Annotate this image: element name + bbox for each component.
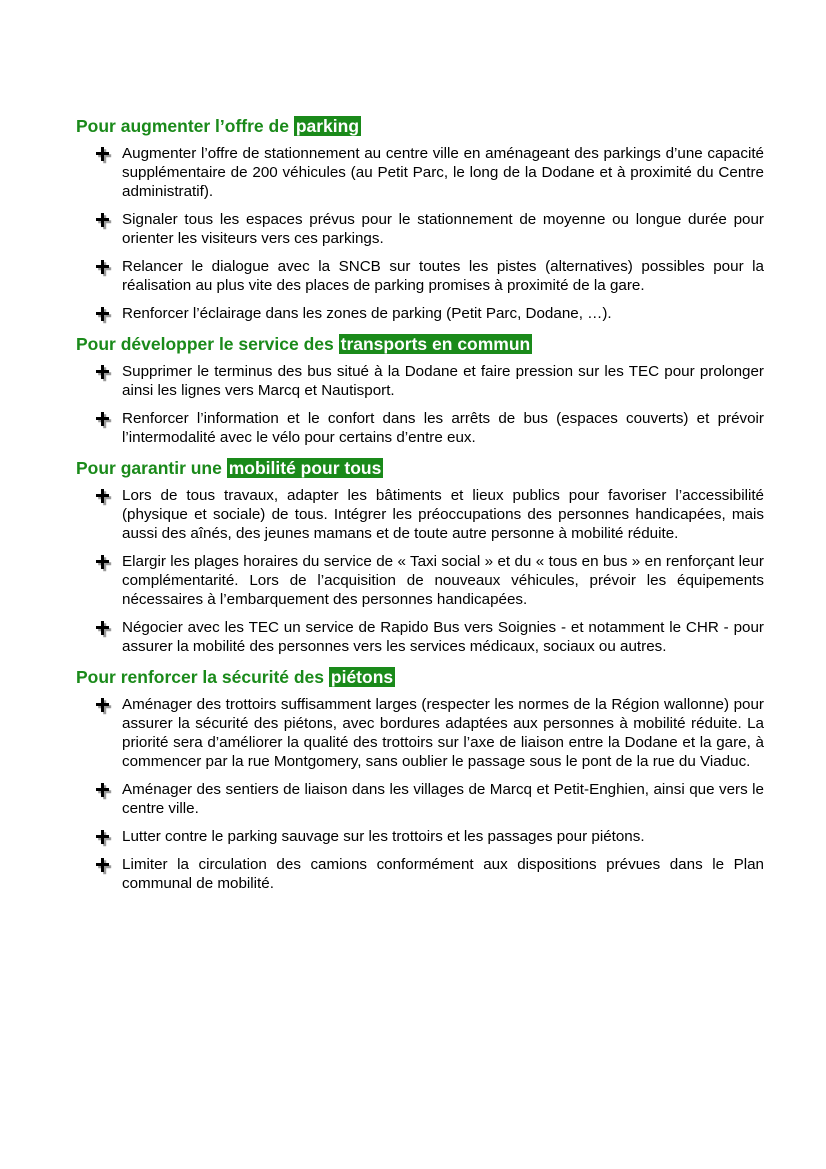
section-pietons: [76, 665, 764, 893]
cross-bullet-icon: [94, 259, 112, 277]
list-item-text: Signaler tous les espaces prévus pour le stationnement de moyenne ou longue durée pour orienter les visiteurs vers ces parkings.: [122, 211, 764, 247]
document-content: [76, 114, 764, 902]
section-heading: [76, 114, 764, 138]
bullet-list: [76, 144, 764, 323]
list-item: [76, 144, 764, 201]
bullet-list: [76, 695, 764, 893]
list-item: [76, 409, 764, 447]
list-item-text: Relancer le dialogue avec la SNCB sur toutes les pistes (alternatives) possibles pour la réalisation au plus vite des places de parking promises à proximité de la gare.: [122, 258, 764, 294]
section-transports: [76, 332, 764, 447]
section-heading: [76, 456, 764, 480]
heading-prefix: Pour développer le service des: [76, 334, 339, 354]
heading-highlight: piétons: [330, 667, 394, 687]
cross-bullet-icon: [94, 782, 112, 800]
heading-prefix: Pour garantir une: [76, 458, 227, 478]
list-item-text: Elargir les plages horaires du service de « Taxi social » et du « tous en bus » en renforçant leur complémentarité. Lors de l’acquisition de nouveaux véhicules, prévoir les équipements nécessaires à l’embarquement des personnes handicapées.: [122, 553, 764, 608]
heading-highlight: mobilité pour tous: [228, 458, 382, 478]
list-item-text: Renforcer l’information et le confort dans les arrêts de bus (espaces couverts) et prévoir l’intermodalité avec le vélo pour certains d’entre eux.: [122, 410, 764, 446]
list-item-text: Supprimer le terminus des bus situé à la Dodane et faire pression sur les TEC pour prolonger ainsi les lignes vers Marcq et Nautisport.: [122, 363, 764, 399]
bullet-list: [76, 486, 764, 656]
section-heading: [76, 665, 764, 689]
cross-bullet-icon: [94, 697, 112, 715]
bullet-list: [76, 362, 764, 447]
list-item-text: Limiter la circulation des camions conformément aux dispositions prévues dans le Plan communal de mobilité.: [122, 856, 764, 892]
cross-bullet-icon: [94, 829, 112, 847]
list-item-text: Négocier avec les TEC un service de Rapido Bus vers Soignies - et notamment le CHR - pour assurer la mobilité des personnes vers les services médicaux, sociaux ou autres.: [122, 619, 764, 655]
list-item-text: Lors de tous travaux, adapter les bâtiments et lieux publics pour favoriser l’accessibilité (physique et sociale) de tous. Intégrer les préoccupations des personnes handicapées, mais aussi des aînés, des jeunes mamans et de toute autre personne à mobilité réduite.: [122, 487, 764, 542]
section-parking: [76, 114, 764, 323]
list-item-text: Aménager des trottoirs suffisamment larges (respecter les normes de la Région wallonne) pour assurer la sécurité des piétons, avec bordures adaptées aux personnes à mobilité réduite. La priorité sera d’améliorer la qualité des trottoirs sur l’axe de liaison entre la Dodane et la gare, à commencer par la rue Montgomery, sans oublier le passage sous le pont de la rue du Viaduc.: [122, 696, 764, 770]
heading-highlight: transports en commun: [340, 334, 531, 354]
list-item: [76, 695, 764, 771]
cross-bullet-icon: [94, 306, 112, 324]
list-item-text: Augmenter l’offre de stationnement au centre ville en aménageant des parkings d’une capacité supplémentaire de 200 véhicules (au Petit Parc, le long de la Dodane et à proximité du Centre administratif).: [122, 145, 764, 200]
cross-bullet-icon: [94, 857, 112, 875]
list-item-text: Renforcer l’éclairage dans les zones de parking (Petit Parc, Dodane, …).: [122, 305, 612, 322]
list-item-text: Lutter contre le parking sauvage sur les trottoirs et les passages pour piétons.: [122, 828, 645, 845]
cross-bullet-icon: [94, 620, 112, 638]
list-item: [76, 486, 764, 543]
list-item: [76, 362, 764, 400]
heading-prefix: Pour renforcer la sécurité des: [76, 667, 329, 687]
section-mobilite: [76, 456, 764, 656]
list-item: [76, 618, 764, 656]
list-item: [76, 827, 764, 846]
section-heading: [76, 332, 764, 356]
cross-bullet-icon: [94, 364, 112, 382]
list-item: [76, 304, 764, 323]
list-item: [76, 210, 764, 248]
heading-highlight: parking: [295, 116, 360, 136]
list-item: [76, 257, 764, 295]
list-item-text: Aménager des sentiers de liaison dans les villages de Marcq et Petit-Enghien, ainsi que vers le centre ville.: [122, 781, 764, 817]
cross-bullet-icon: [94, 146, 112, 164]
cross-bullet-icon: [94, 212, 112, 230]
list-item: [76, 552, 764, 609]
heading-prefix: Pour augmenter l’offre de: [76, 116, 294, 136]
cross-bullet-icon: [94, 554, 112, 572]
cross-bullet-icon: [94, 488, 112, 506]
list-item: [76, 780, 764, 818]
list-item: [76, 855, 764, 893]
cross-bullet-icon: [94, 411, 112, 429]
